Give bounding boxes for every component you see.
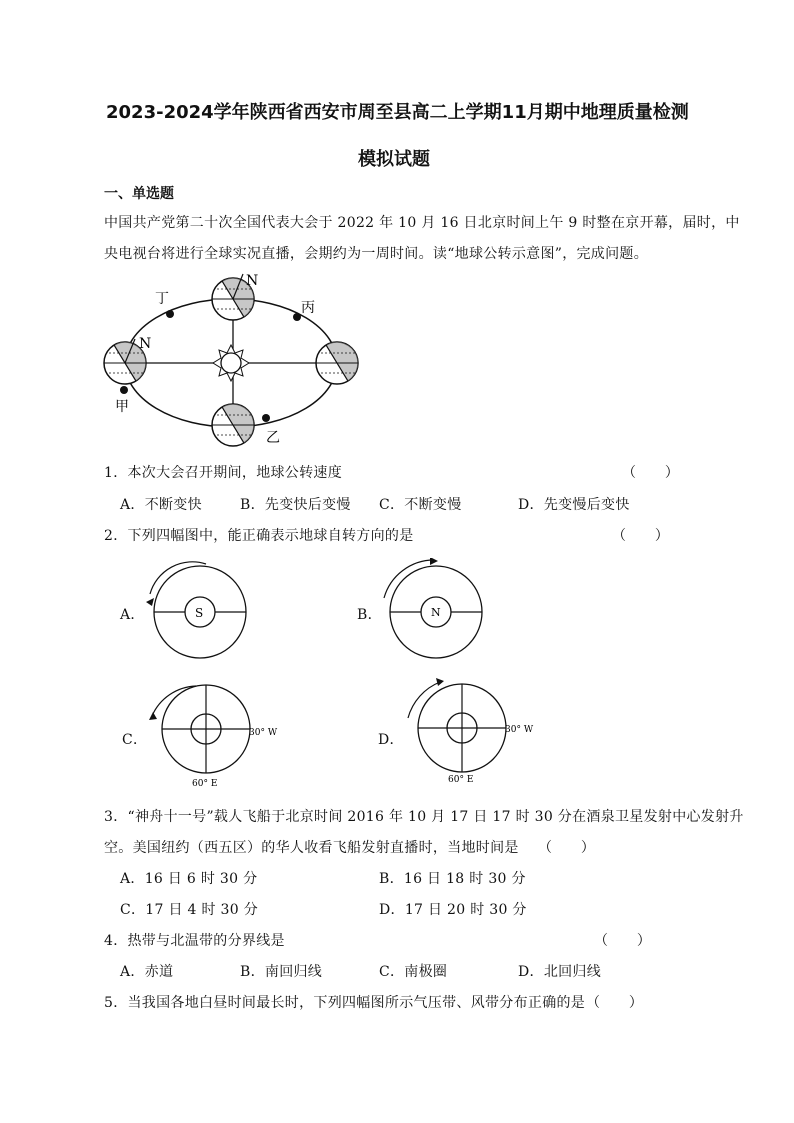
question-1-option-b[interactable]: B．先变快后变慢 xyxy=(240,497,351,513)
question-3-bracket: （ ） xyxy=(538,840,596,856)
rotation-arrow-icon xyxy=(430,558,438,565)
question-4-option-b[interactable]: B．南回归线 xyxy=(240,964,323,980)
figure-a-polar-view xyxy=(140,560,252,672)
question-3-stem-line-2: 空。美国纽约（西五区）的华人收看飞船发射直播时，当地时间是 xyxy=(104,840,519,856)
sun-icon xyxy=(213,345,249,381)
orbit-point-ding xyxy=(166,310,174,318)
question-1-bracket: （ ） xyxy=(622,465,680,481)
intro-line-2: 央电视台将进行全球实况直播，会期约为一周时间。读“地球公转示意图”，完成问题。 xyxy=(104,246,649,262)
question-3-option-c[interactable]: C．17 日 4 时 30 分 xyxy=(120,902,258,918)
figure-b-letter[interactable]: B． xyxy=(357,607,382,623)
figure-d-bottom-label: 60° E xyxy=(448,775,474,785)
question-2-stem: 2．下列四幅图中，能正确表示地球自转方向的是 xyxy=(104,528,414,544)
north-label-top: N xyxy=(246,273,259,289)
figure-a-letter[interactable]: A． xyxy=(120,607,145,623)
figure-d-polar-view xyxy=(396,678,546,786)
north-label-left: N xyxy=(139,336,152,352)
figure-b-center-label: N xyxy=(431,606,441,619)
question-4-option-d[interactable]: D．北回归线 xyxy=(518,964,602,980)
figure-c-bottom-label: 60° E xyxy=(192,779,218,789)
figure-d-letter[interactable]: D． xyxy=(378,732,404,748)
earth-icon xyxy=(212,392,269,448)
question-4-bracket: （ ） xyxy=(594,933,652,949)
orbit-point-yi xyxy=(262,414,270,422)
orbit-point-jia xyxy=(120,386,128,394)
question-3-stem-line-1: 3．“神舟十一号”载人飞船于北京时间 2016 年 10 月 17 日 17 时 30 分在酒泉卫星发射中心发射升 xyxy=(104,809,744,825)
question-1-option-d[interactable]: D．先变慢后变快 xyxy=(518,497,630,513)
rotation-arrow-icon xyxy=(149,712,157,720)
rotation-arrow-icon xyxy=(146,598,154,606)
earth-orbit-diagram xyxy=(95,268,365,448)
title-line-2: 模拟试题 xyxy=(358,149,430,170)
question-3-option-d[interactable]: D．17 日 20 时 30 分 xyxy=(379,902,527,918)
earth-icon xyxy=(316,330,365,386)
figure-a-center-label: S xyxy=(195,606,204,620)
question-4-stem: 4．热带与北温带的分界线是 xyxy=(104,933,285,949)
figure-c-right-label: 30° W xyxy=(249,728,278,738)
intro-line-1: 中国共产党第二十次全国代表大会于 2022 年 10 月 16 日北京时间上午 9 时整在京开幕，届时，中 xyxy=(104,215,740,231)
question-3-option-b[interactable]: B．16 日 18 时 30 分 xyxy=(379,871,526,887)
figure-b-polar-view xyxy=(374,558,490,670)
question-2-bracket: （ ） xyxy=(612,528,670,544)
label-ding: 丁 xyxy=(155,291,169,307)
label-jia: 甲 xyxy=(115,399,129,415)
figure-c-letter[interactable]: C． xyxy=(122,732,148,748)
question-1-option-a[interactable]: A．不断变快 xyxy=(120,497,202,513)
label-yi: 乙 xyxy=(266,430,280,446)
question-4-option-a[interactable]: A．赤道 xyxy=(120,964,174,980)
orbit-point-bing xyxy=(293,313,301,321)
figure-d-right-label: 30° W xyxy=(505,725,534,735)
question-1-option-c[interactable]: C．不断变慢 xyxy=(379,497,462,513)
figure-c-polar-view xyxy=(140,684,300,790)
question-5-stem: 5．当我国各地白昼时间最长时，下列四幅图所示气压带、风带分布正确的是 xyxy=(104,995,586,1011)
earth-icon xyxy=(212,268,271,322)
title-line-1: 2023-2024学年陕西省西安市周至县高二上学期11月期中地理质量检测 xyxy=(106,102,689,123)
rotation-arrow-icon xyxy=(436,678,444,686)
label-bing: 丙 xyxy=(301,300,315,316)
question-3-option-a[interactable]: A．16 日 6 时 30 分 xyxy=(120,871,258,887)
question-4-option-c[interactable]: C．南极圈 xyxy=(379,964,448,980)
question-5-bracket: （ ） xyxy=(586,995,644,1011)
question-1-stem: 1．本次大会召开期间，地球公转速度 xyxy=(104,465,343,481)
section-heading: 一、单选题 xyxy=(104,186,174,202)
